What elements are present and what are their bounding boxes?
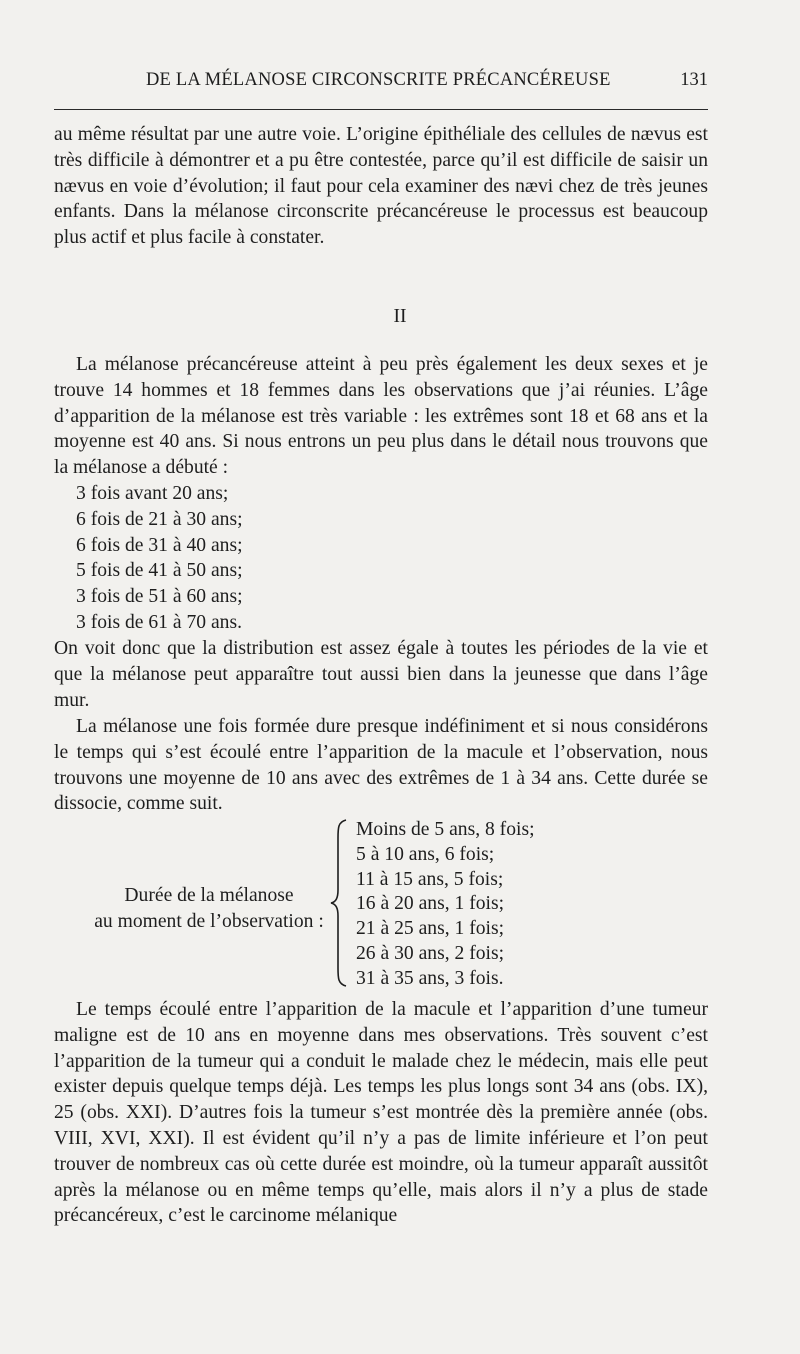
list-item: 21 à 25 ans, 1 fois; [356,918,505,940]
list-item: 5 à 10 ans, 6 fois; [356,843,495,865]
paragraph-tumor-interval: Le temps écoulé entre l’apparition de la macule et l’apparition d’une tumeur maligne est de 10 ans en moyenne dans mes observations. Très souvent c’est l’apparition de la tumeur qui a conduit le malade chez le médecin, mais elle peut exister depuis quelque temps déjà. Les temps les plus longs sont 34 ans (obs. IX), 25 (obs. XXI). D’autres fois la tumeur s’est montrée dès la première année (obs. VIII, XVI, XXI). Il est évident qu’il n’y a pas de limite inférieure et l’on peut trouver de nombreux cas où cette durée est moindre, où la tumeur apparaît aussitôt après la mélanose ou en même temps qu’elle, mais alors il n’y a plus de stade précancéreux, c’est le carcinome mélanique [54,999,708,1227]
page-number: 131 [680,70,708,90]
duration-label-line1: Durée de la mélanose [124,885,294,906]
paragraph-duration: La mélanose une fois formée dure presque indéfiniment et si nous considérons le temps qui s’est écoulé entre l’apparition de la macule et l’observation, nous trouvons une moyenne de 10 ans avec des extrêmes de 1 à 34 ans. Cette durée se dissocie, comme suit. [54,716,708,815]
list-item: Moins de 5 ans, 8 fois; [356,819,535,840]
list-item: 3 fois de 61 à 70 ans. [76,611,242,633]
paragraph-continuation: au même résultat par une autre voie. L’origine épithéliale des cellules de nævus est très difficile à démontrer et a pu être contestée, parce qu’il est difficile de saisir un nævus en voie d’évolution; il faut pour cela examiner des nævi chez de très jeunes enfants. Dans la mélanose circonscrite précancéreuse le processus est beaucoup plus actif et plus facile à constater. [54,124,708,249]
age-onset-list [76,481,243,636]
paragraph-sex-age: La mélanose précancéreuse atteint à peu près également les deux sexes et je trouve 14 hommes et 18 femmes dans les observations que j’ai réunies. L’âge d’apparition de la mélanose est très variable : les extrêmes sont 18 et 68 ans et la moyenne est 40 ans. Si nous entrons un peu plus dans le détail nous trouvons que la mélanose a débuté : [54,354,708,479]
duration-label [74,883,344,935]
list-item: 6 fois de 31 à 40 ans; [76,534,243,556]
page-header [54,70,708,94]
list-item: 26 à 30 ans, 2 fois; [356,942,505,964]
list-item: 11 à 15 ans, 5 fois; [356,868,504,890]
list-item: 31 à 35 ans, 3 fois. [356,967,504,989]
list-item: 16 à 20 ans, 1 fois; [356,893,505,915]
list-item: 3 fois avant 20 ans; [76,483,229,504]
duration-label-line2: au moment de l’observation : [94,910,324,932]
paragraph-distribution: On voit donc que la distribution est assez égale à toutes les périodes de la vie et que la mélanose peut apparaître tout aussi bien dans la jeunesse que dans l’âge mur. [54,638,708,711]
duration-list [356,818,535,992]
section-number: II [393,306,407,327]
running-title: DE LA MÉLANOSE CIRCONSCRITE PRÉCANCÉREUSE [146,70,611,90]
list-item: 3 fois de 51 à 60 ans; [76,586,243,608]
header-rule [54,109,708,110]
list-item: 6 fois de 21 à 30 ans; [76,508,243,530]
curly-brace-icon [328,818,350,988]
list-item: 5 fois de 41 à 50 ans; [76,560,243,582]
